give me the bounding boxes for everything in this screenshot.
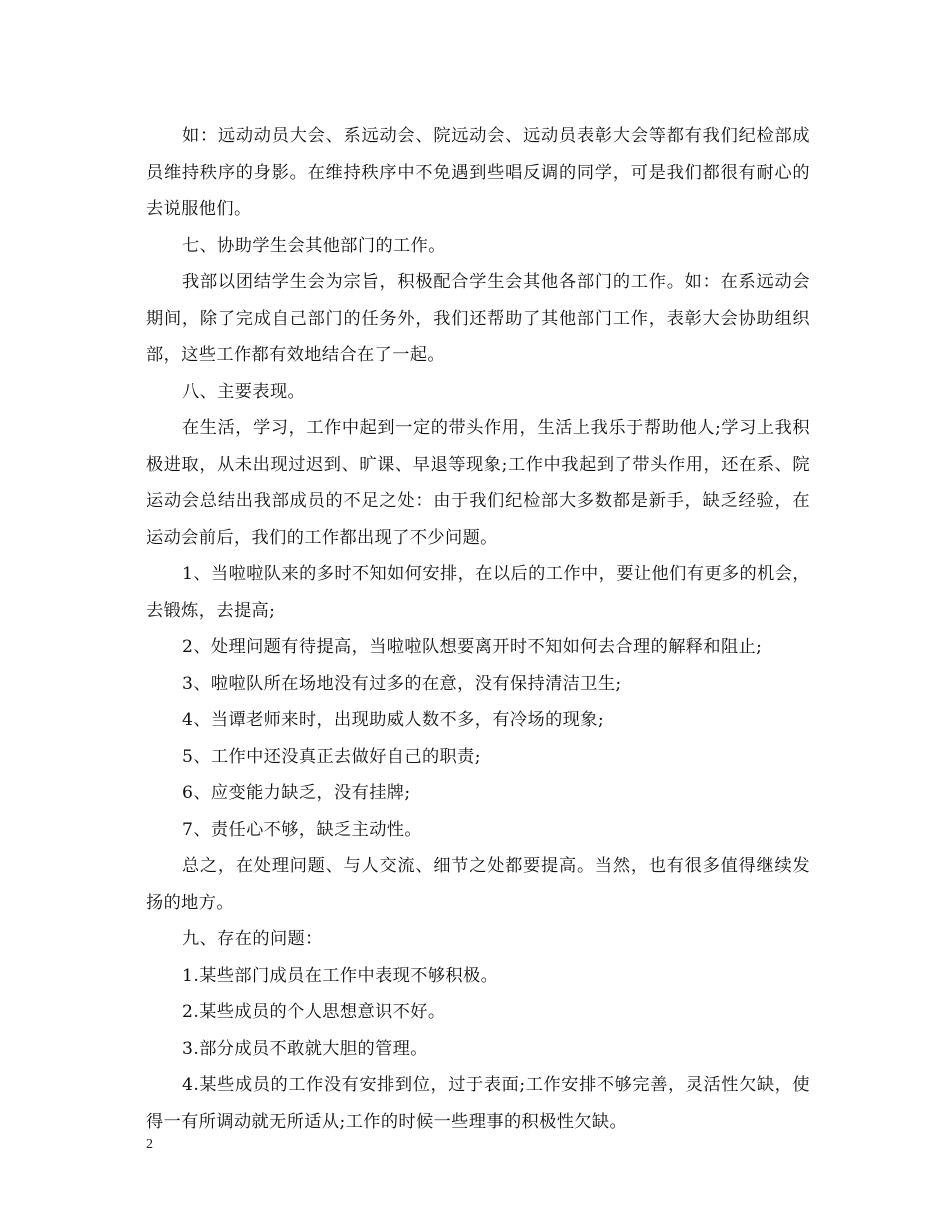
list-item-problem-1: 1、当啦啦队来的多时不知如何安排，在以后的工作中，要让他们有更多的机会，去锻炼，去提高; — [146, 564, 810, 621]
list-item-existing-problem-1: 1.某些部门成员在工作中表现不够积极。 — [182, 965, 499, 986]
list-item-existing-problem-2: 2.某些成员的个人思想意识不好。 — [182, 1002, 446, 1022]
paragraph-main-performance: 在生活，学习，工作中起到一定的带头作用，生活上我乐于帮助他人;学习上我积极进取，从未出现过迟到、旷课、早退等现象;工作中我起到了带头作用，还在系、院运动会总结出我部成员的不足之处：由于我们纪检部大多数都是新手，缺乏经验，在运动会前后，我们的工作都出现了不少问题。 — [146, 418, 810, 548]
list-item-problem-3: 3、啦啦队所在场地没有过多的在意，没有保持清洁卫生; — [182, 673, 622, 694]
section-heading-assist-departments: 七、协助学生会其他部门的工作。 — [182, 235, 446, 256]
list-item-problem-2: 2、处理问题有待提高，当啦啦队想要离开时不知如何去合理的解释和阻止; — [182, 637, 763, 657]
list-item-problem-5: 5、工作中还没真正去做好自己的职责; — [182, 746, 481, 767]
list-item-problem-6: 6、应变能力缺乏，没有挂牌; — [182, 783, 411, 803]
list-item-existing-problem-4: 4.某些成员的工作没有安排到位，过于表面;工作安排不够完善，灵活性欠缺，使得一有所调动就无所适从;工作的时候一些理事的积极性欠缺。 — [146, 1075, 810, 1132]
paragraph-summary: 总之，在处理问题、与人交流、细节之处都要提高。当然，也有很多值得继续发扬的地方。 — [146, 856, 810, 913]
list-item-problem-4: 4、当谭老师来时，出现助威人数不多，有冷场的现象; — [182, 710, 605, 730]
page-number: 2 — [146, 1137, 153, 1152]
paragraph-assist-departments: 我部以团结学生会为宗旨，积极配合学生会其他各部门的工作。如：在系远动会期间，除了完成自己部门的任务外，我们还帮助了其他部门工作，表彰大会协助组织部，这些工作都有效地结合在了一起。 — [146, 272, 810, 365]
list-item-problem-7: 7、责任心不够，缺乏主动性。 — [182, 819, 422, 840]
section-heading-main-performance: 八、主要表现。 — [182, 381, 306, 402]
paragraph-sports-meet-order: 如：远动动员大会、系远动会、院远动会、远动员表彰大会等都有我们纪检部成员维持秩序的身影。在维持秩序中不免遇到些唱反调的同学，可是我们都很有耐心的去说服他们。 — [146, 126, 810, 219]
list-item-existing-problem-3: 3.部分成员不敢就大胆的管理。 — [182, 1038, 428, 1059]
document-body — [146, 118, 810, 1140]
section-heading-existing-problems: 九、存在的问题： — [182, 929, 323, 949]
